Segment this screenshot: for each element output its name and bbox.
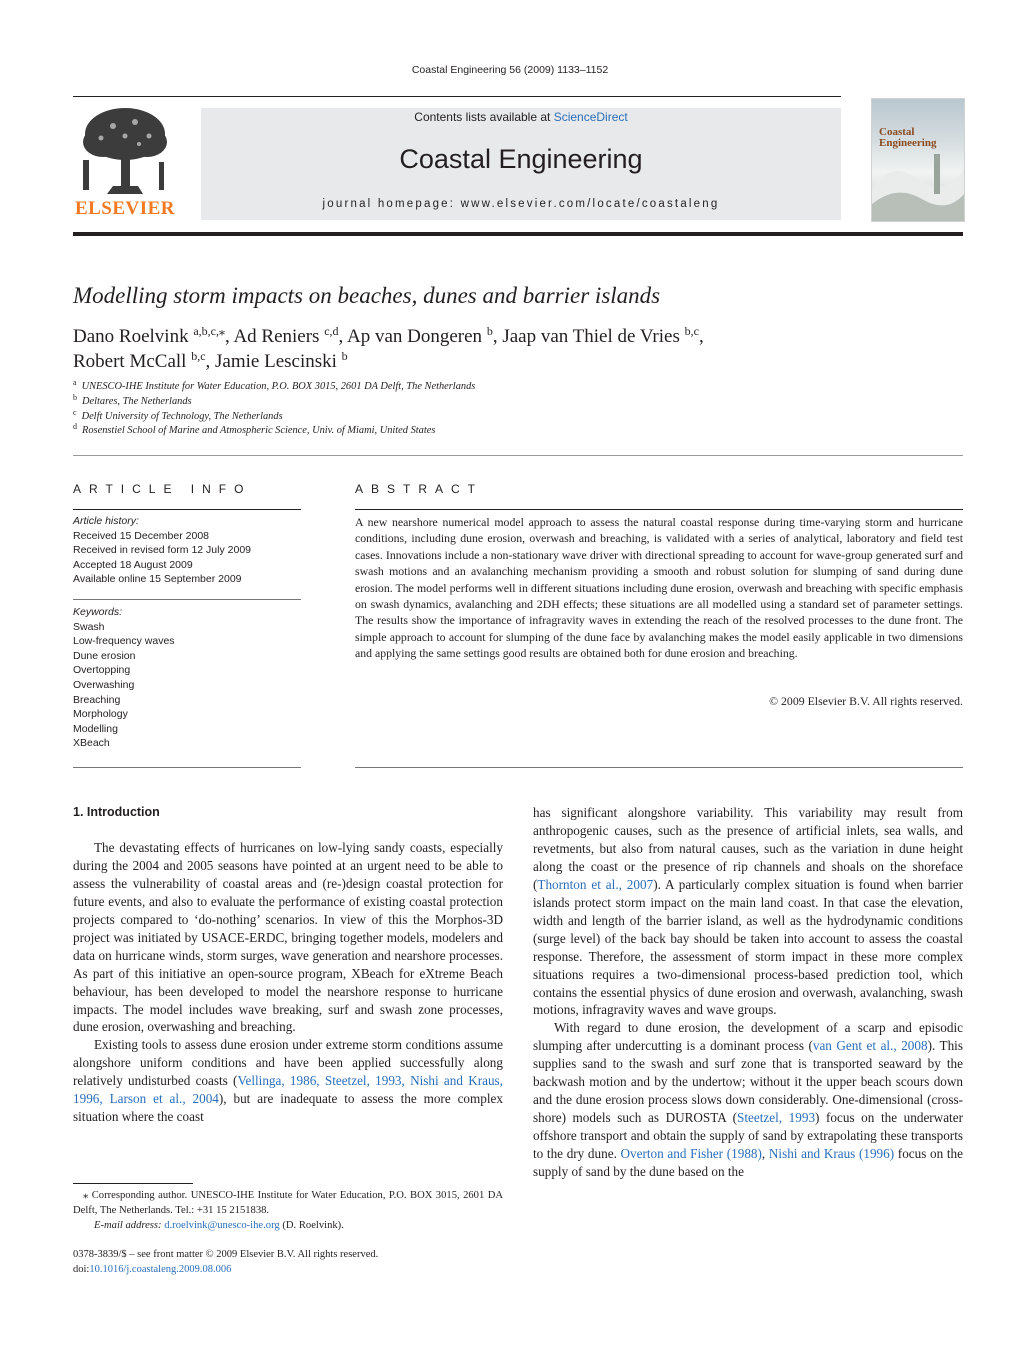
keyword-item: Swash (73, 620, 105, 633)
affiliation-sup: c (73, 407, 77, 417)
body-right-column (533, 804, 963, 1181)
history-item: Received in revised form 12 July 2009 (73, 544, 252, 556)
affiliation-sup: b (73, 392, 77, 402)
citation-link[interactable]: Nishi and Kraus (1996) (768, 1146, 895, 1162)
elsevier-tree-icon (73, 104, 177, 196)
contents-prefix: Contents lists available at (414, 110, 554, 124)
author-list (73, 324, 963, 374)
cover-title-line1: Coastal (879, 126, 915, 138)
affiliation-sup: d (73, 422, 77, 432)
history-item: Accepted 18 August 2009 (73, 558, 193, 571)
abstract-copyright: © 2009 Elsevier B.V. All rights reserved. (769, 694, 963, 708)
abstract-rule (355, 509, 963, 510)
affiliation-sup: a (73, 378, 77, 387)
keywords (73, 605, 175, 751)
keyword-item: Modelling (73, 722, 118, 735)
email-link[interactable]: d.roelvink@unesco-ihe.org (164, 1220, 280, 1231)
header-thick-rule (73, 232, 963, 236)
citation-link[interactable]: Thornton et al., 2007 (537, 876, 654, 892)
citation-link[interactable]: van Gent et al., 2008 (812, 1038, 928, 1054)
elsevier-wordmark: ELSEVIER (74, 198, 176, 219)
body-left-column (73, 804, 503, 1126)
keyword-item: XBeach (73, 737, 110, 750)
body-paragraph (533, 804, 963, 1019)
body-paragraph (73, 1036, 503, 1126)
author-affil-sup[interactable]: b,c (191, 349, 206, 363)
journal-homepage (201, 198, 841, 210)
affiliation-text: UNESCO-IHE Institute for Water Education, P.O. BOX 3015, 2601 DA Delft, The Netherlands (81, 381, 476, 392)
author-affil-sup[interactable]: b (486, 324, 493, 338)
author-affil-sup[interactable]: c,d (324, 324, 339, 338)
footnote-text: Corresponding author. UNESCO-IHE Institute for Water Education, P.O. BOX 3015, 2601 DA Delft, The Netherlands. Tel.: +31 15 2151838. (73, 1190, 503, 1216)
author-separator: , (338, 326, 347, 347)
author-affil-sup[interactable]: b (341, 349, 348, 363)
contents-line (201, 110, 841, 124)
author-affil-sup[interactable]: a,b,c,⁎ (193, 324, 225, 338)
author-separator: , (698, 326, 704, 347)
doi-label: doi: (73, 1264, 90, 1275)
history-item: Received 15 December 2008 (73, 529, 209, 542)
homepage-prefix: journal homepage: (322, 198, 461, 210)
footnote-star: ⁎ (83, 1190, 89, 1201)
doi-line (73, 1262, 378, 1277)
body-paragraph (533, 1019, 963, 1181)
affiliation-item (73, 392, 475, 410)
article-info-rule (73, 509, 301, 510)
journal-cover-image[interactable] (871, 98, 965, 222)
elsevier-logo[interactable] (73, 104, 177, 220)
abstract-text: A new nearshore numerical model approach to assess the natural coastal response during time-varying storm and hurricane conditions, including dune erosion, overwash and breaching, is validated with a series of analytical, laboratory and field test cases. Innovations include a non-stationary wave driver with directional spreading to account for wave-group generated surf and swash motions and an avalanching mechanism providing a smooth and robust solution for slumping of sand during dune erosion. The model performs well in different situations including dune erosion, overwash and breaching with specific emphasis on swash dynamics, avalanching and 2DH effects; these situations are all modelled using a standard set of parameter settings. The results show the importance of infragravity waves in extending the reach of the resolved processes to the dune front. The simple approach to account for slumping of the dune face by avalanching makes the model easily applicable in two dimensions and applying the same settings good results are obtained both for dune erosion and breaching. (355, 515, 963, 661)
citation-link[interactable]: Steetzel, 1993 (737, 1110, 816, 1126)
article-title: Modelling storm impacts on beaches, dunes and barrier islands (73, 283, 661, 308)
affiliation-text: Delft University of Technology, The Netherlands (81, 410, 283, 422)
author-separator: , (224, 326, 234, 347)
text-run: ). This supplies sand to the swash and surf zone that is transported seaward by the backwash motion and by the undertow; without it the upper beach scours down and the dune erosion process slows down considerably. One-dimensional (cross-shore) models such as DUROSTA ( (533, 1038, 963, 1126)
section-heading-introduction: 1. Introduction (73, 805, 160, 819)
affiliation-item (73, 380, 475, 395)
affiliations (73, 380, 475, 439)
email-label: E-mail address: (94, 1220, 165, 1231)
keywords-label: Keywords: (73, 606, 123, 618)
doi-link[interactable]: 10.1016/j.coastaleng.2009.08.006 (89, 1264, 232, 1275)
author-name[interactable]: Jamie Lescinski (215, 351, 337, 372)
text-run: Existing tools to assess dune erosion under extreme storm conditions assume alongshore uniform conditions and have been applied successfully along relatively undisturbed coasts ( (73, 1037, 503, 1089)
corresponding-author-note (73, 1188, 503, 1218)
abstract-bottom-rule (355, 767, 963, 768)
sciencedirect-link[interactable]: ScienceDirect (553, 110, 628, 124)
author-separator: , (205, 351, 216, 372)
text-run: has significant alongshore variability. This variability may result from anthropogenic causes, such as the presence of artificial inlets, sea walls, and revetments, but also from natural causes, such as the variation in dune height along the coast or the presence of rip channels and shoals on the shoreface ( (533, 805, 963, 892)
article-info-heading: ARTICLE INFO (73, 482, 252, 496)
title-separator (73, 455, 963, 456)
email-note (73, 1218, 503, 1233)
article-history (73, 514, 251, 587)
affiliation-item (73, 407, 475, 425)
text-run: ). A particularly complex situation is found when barrier islands protect storm impact on the main land coast. In that case the elevation, width and length of the barrier island, as well as the hydrodynamic conditions (surge level) of the back bay should be taken into account to assess the coastal response. Therefore, the assessment of storm impact in these more complex situations requires a two-dimensional process-based prediction tool, which contains the essential physics of dune erosion and overwash, avalanching, swash motions, infragravity waves and wave groups. (533, 876, 963, 1018)
text-run: focus on the supply of sand by the dune based on the (533, 1146, 963, 1180)
footnote (73, 1188, 503, 1233)
author-separator: , (492, 326, 503, 347)
text-run: , (761, 1146, 769, 1162)
keyword-item: Low-frequency waves (73, 635, 175, 648)
keyword-item: Overtopping (73, 664, 131, 677)
cover-wave-illustration (872, 149, 964, 221)
email-suffix: (D. Roelvink). (279, 1220, 344, 1231)
text-run: ), but are inadequate to assess the more complex situation where the coast (73, 1091, 503, 1125)
keyword-item: Overwashing (73, 678, 135, 691)
issn-line: 0378-3839/$ – see front matter © 2009 Elsevier B.V. All rights reserved. (73, 1249, 379, 1260)
keyword-item: Morphology (73, 708, 128, 721)
author-name[interactable]: Ad Reniers (233, 326, 320, 347)
footnote-rule (73, 1183, 193, 1184)
author-name[interactable]: Jaap van Thiel de Vries (502, 326, 680, 347)
cover-title (879, 127, 936, 149)
journal-header-box (201, 108, 841, 220)
author-name[interactable]: Dano Roelvink (73, 326, 189, 347)
citation-link[interactable]: Overton and Fisher (1988) (620, 1146, 762, 1162)
author-name[interactable]: Ap van Dongeren (346, 326, 483, 347)
cover-title-line2: Engineering (879, 137, 937, 149)
running-head: Coastal Engineering 56 (2009) 1133–1152 (411, 64, 609, 76)
text-run: With regard to dune erosion, the development of a scarp and episodic slumping after undercutting is a dominant process ( (533, 1020, 963, 1054)
author-affil-sup[interactable]: b,c (684, 324, 699, 338)
author-name[interactable]: Robert McCall (73, 351, 187, 372)
history-item: Available online 15 September 2009 (73, 573, 242, 585)
abstract-heading: ABSTRACT (355, 482, 484, 496)
front-matter (73, 1247, 378, 1277)
citation-link[interactable]: Vellinga, 1986, Steetzel, 1993, Nishi and Kraus, 1996, Larson et al., 2004 (73, 1073, 503, 1107)
affiliation-item (73, 424, 475, 439)
affiliation-text: Deltares, The Netherlands (82, 395, 192, 407)
history-label: Article history: (73, 515, 139, 527)
body-paragraph: The devastating effects of hurricanes on low-lying sandy coasts, especially during the 2004 and 2005 seasons have pointed at an urgent need to be able to assess the vulnerability of coastal areas and (re-)design coastal protection for future events, and also to evaluate the performance of existing coastal protection projects compared to ‘do-nothing’ scenarios. In view of this the Morphos-3D project was initiated by USACE-ERDC, bringing together models, modelers and data on hurricane winds, storm surges, wave generation and nearshore processes. As part of this initiative an open-source program, XBeach for eXtreme Beach behaviour, has been developed to model the nearshore response to hurricane impacts. The model includes wave breaking, surf and swash zone processes, dune erosion, overwashing and breaching. (73, 839, 503, 1035)
text-run: ) focus on the underwater offshore transport and obtain the supply of sand by extrapolating these transports to the dry dune. (533, 1110, 963, 1162)
keyword-item: Breaching (73, 693, 121, 706)
journal-title: Coastal Engineering (399, 144, 643, 174)
article-info-mid-rule (73, 599, 301, 600)
affiliation-text: Rosenstiel School of Marine and Atmospheric Science, Univ. of Miami, United States (82, 425, 436, 437)
keyword-item: Dune erosion (73, 649, 136, 662)
article-info-bottom-rule (73, 767, 301, 768)
header-top-rule (73, 96, 841, 97)
homepage-url[interactable]: www.elsevier.com/locate/coastaleng (460, 198, 720, 210)
